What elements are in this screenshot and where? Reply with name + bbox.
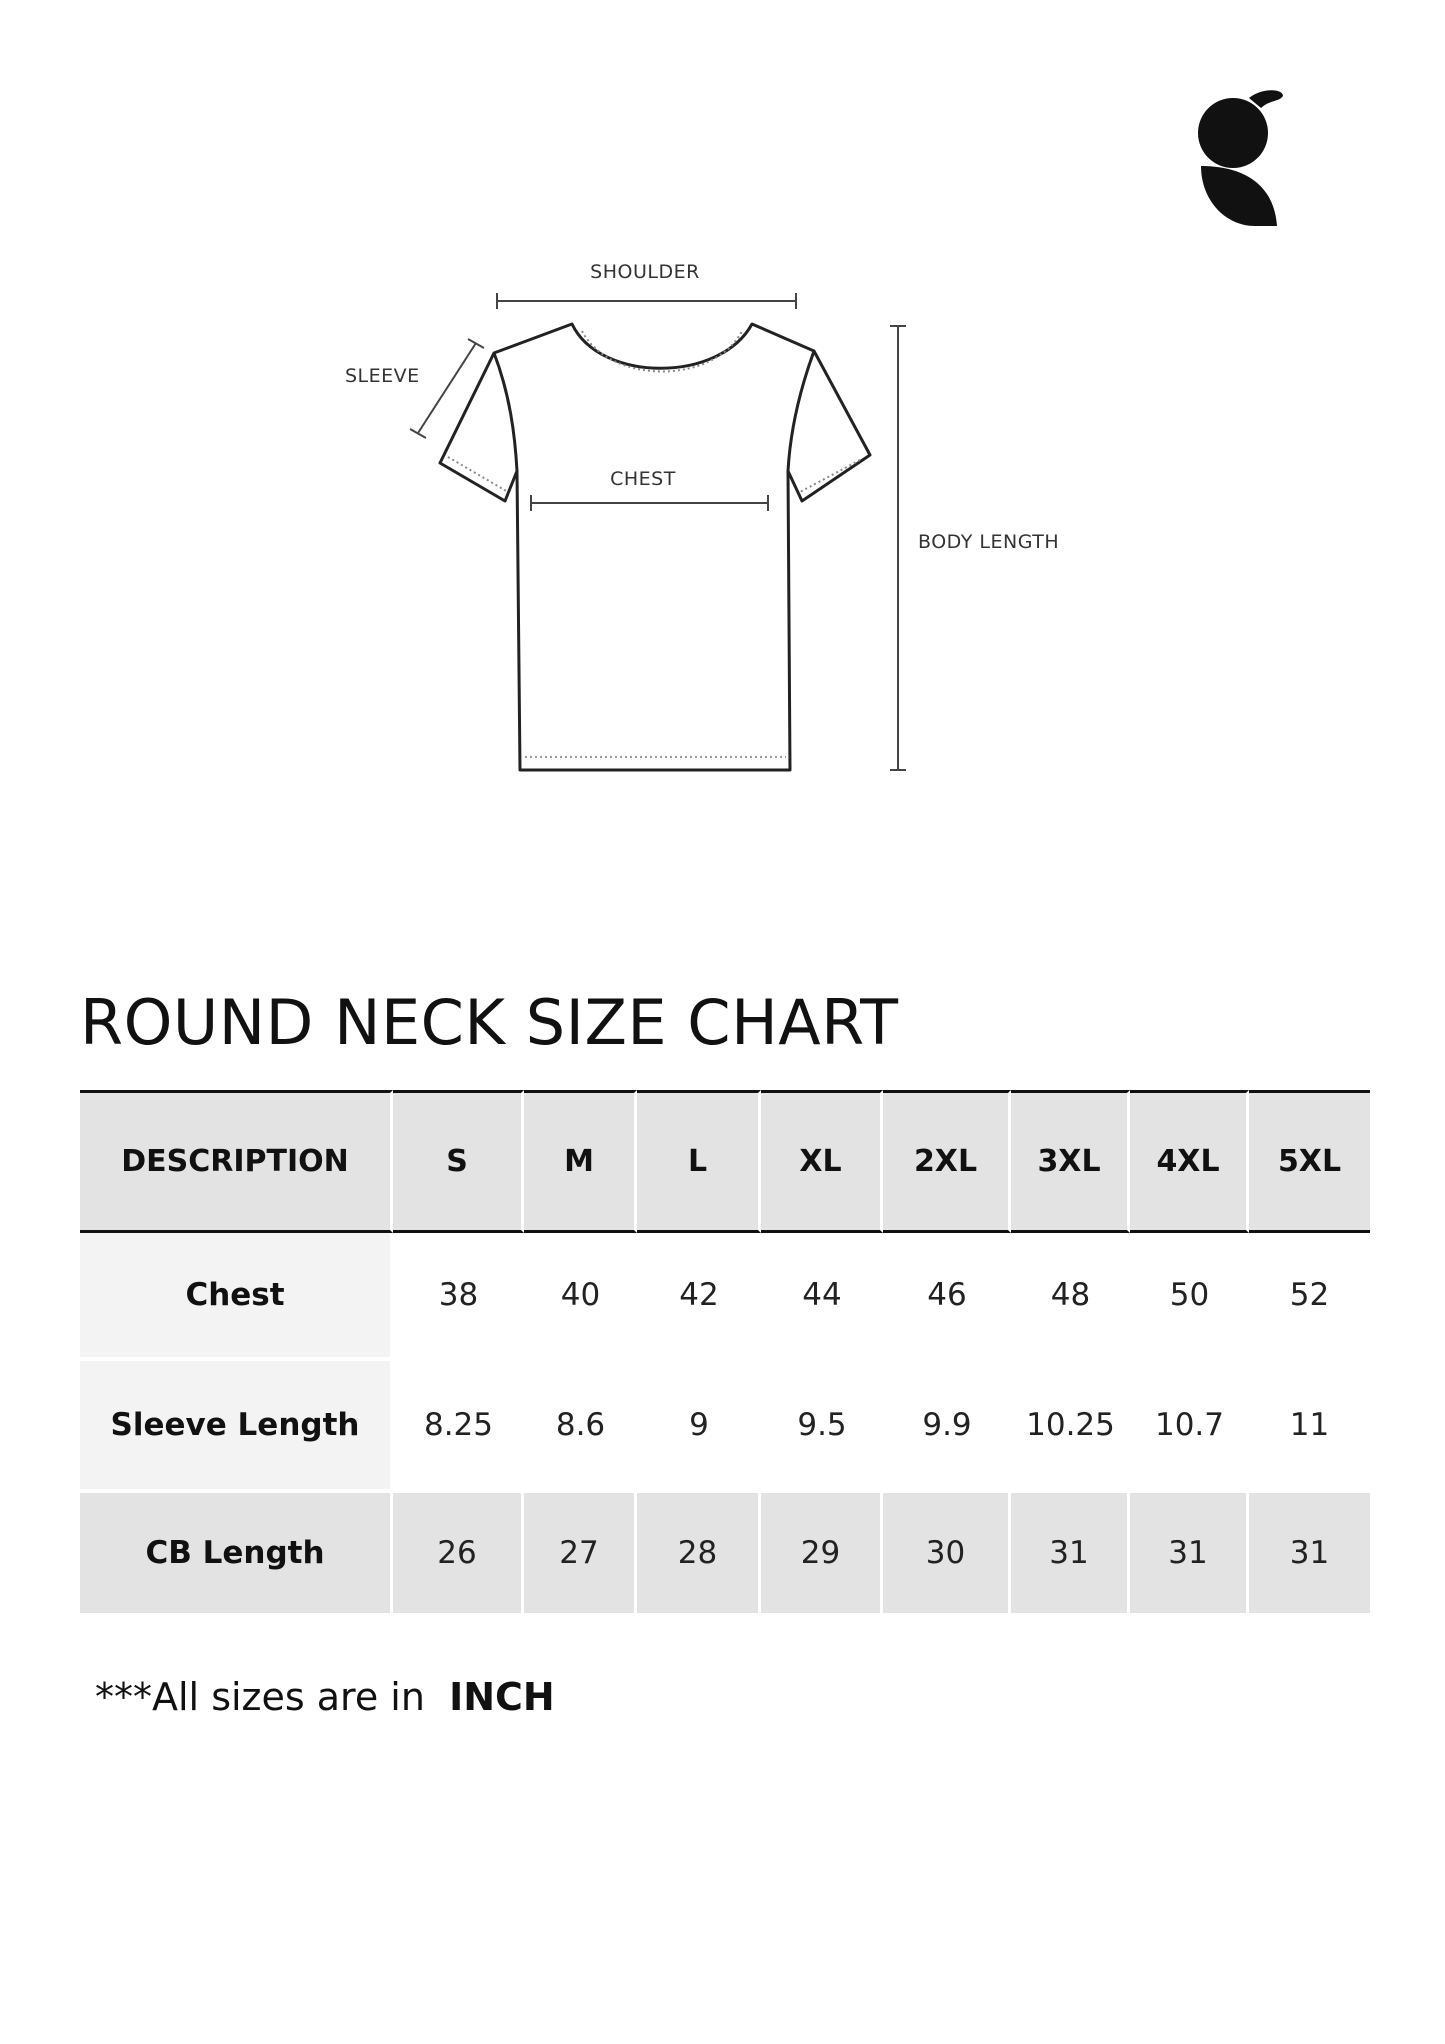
shoulder-measure-line — [497, 293, 796, 309]
body-length-measure-line — [890, 326, 906, 770]
chest-measure-line — [531, 495, 768, 511]
column-header: S — [393, 1090, 524, 1233]
shoulder-label: SHOULDER — [590, 261, 700, 283]
table-header-row — [80, 1090, 1370, 1233]
body-length-label: BODY LENGTH — [918, 531, 1060, 553]
sleeve-label: SLEEVE — [345, 365, 420, 387]
column-header: XL — [761, 1090, 883, 1233]
column-header: L — [637, 1090, 761, 1233]
table-cell: 38 — [438, 1277, 479, 1313]
column-header: 3XL — [1011, 1090, 1130, 1233]
table-cell: 10.7 — [1130, 1357, 1249, 1493]
page-title: ROUND NECK SIZE CHART — [80, 986, 899, 1059]
tshirt-measurement-diagram — [330, 245, 1090, 805]
table-cell: 11 — [1249, 1357, 1370, 1493]
units-note-text: ***All sizes are in — [95, 1675, 425, 1719]
table-cell: 31 — [1130, 1493, 1249, 1613]
table-cell: 44 — [802, 1277, 842, 1313]
table-cell: 28 — [637, 1493, 761, 1613]
table-cell: 46 — [927, 1277, 967, 1313]
table-cell: 8.6 — [524, 1357, 637, 1493]
column-header: DESCRIPTION — [80, 1090, 393, 1233]
table-cell: 10.25 — [1011, 1357, 1130, 1493]
column-header: 2XL — [883, 1090, 1011, 1233]
column-header: 4XL — [1130, 1090, 1249, 1233]
units-note — [95, 1675, 555, 1719]
table-cell: 8.25 — [393, 1357, 524, 1493]
row-label: Sleeve Length — [80, 1357, 393, 1493]
table-row — [80, 1357, 1370, 1493]
table-row — [80, 1233, 1370, 1357]
tshirt-outline-icon — [440, 324, 870, 770]
sleeve-measure-line — [410, 339, 484, 438]
table-cell: 29 — [761, 1493, 883, 1613]
table-row — [80, 1493, 1370, 1613]
units-note-unit: INCH — [449, 1675, 555, 1719]
table-cell: 31 — [1249, 1493, 1370, 1613]
table-cell: 50 — [1169, 1277, 1210, 1313]
brand-g-logo-icon — [1195, 88, 1285, 228]
table-cell: 9.9 — [883, 1357, 1011, 1493]
table-cell: 30 — [883, 1493, 1011, 1613]
table-cell: 31 — [1011, 1493, 1130, 1613]
row-label: CB Length — [80, 1493, 393, 1613]
table-cell: 48 — [1050, 1277, 1091, 1313]
chest-label: CHEST — [610, 468, 676, 490]
column-header: M — [524, 1090, 637, 1233]
table-cell: 9 — [637, 1357, 761, 1493]
table-cell: 40 — [560, 1277, 601, 1313]
table-cell: 52 — [1289, 1277, 1330, 1313]
row-label: Chest — [80, 1233, 393, 1357]
table-cell: 26 — [393, 1493, 524, 1613]
brand-logo — [1195, 88, 1285, 228]
table-cell: 27 — [524, 1493, 637, 1613]
size-chart-table — [80, 1090, 1370, 1613]
table-cell: 42 — [679, 1277, 719, 1313]
table-cell: 9.5 — [761, 1357, 883, 1493]
column-header: 5XL — [1249, 1090, 1370, 1233]
